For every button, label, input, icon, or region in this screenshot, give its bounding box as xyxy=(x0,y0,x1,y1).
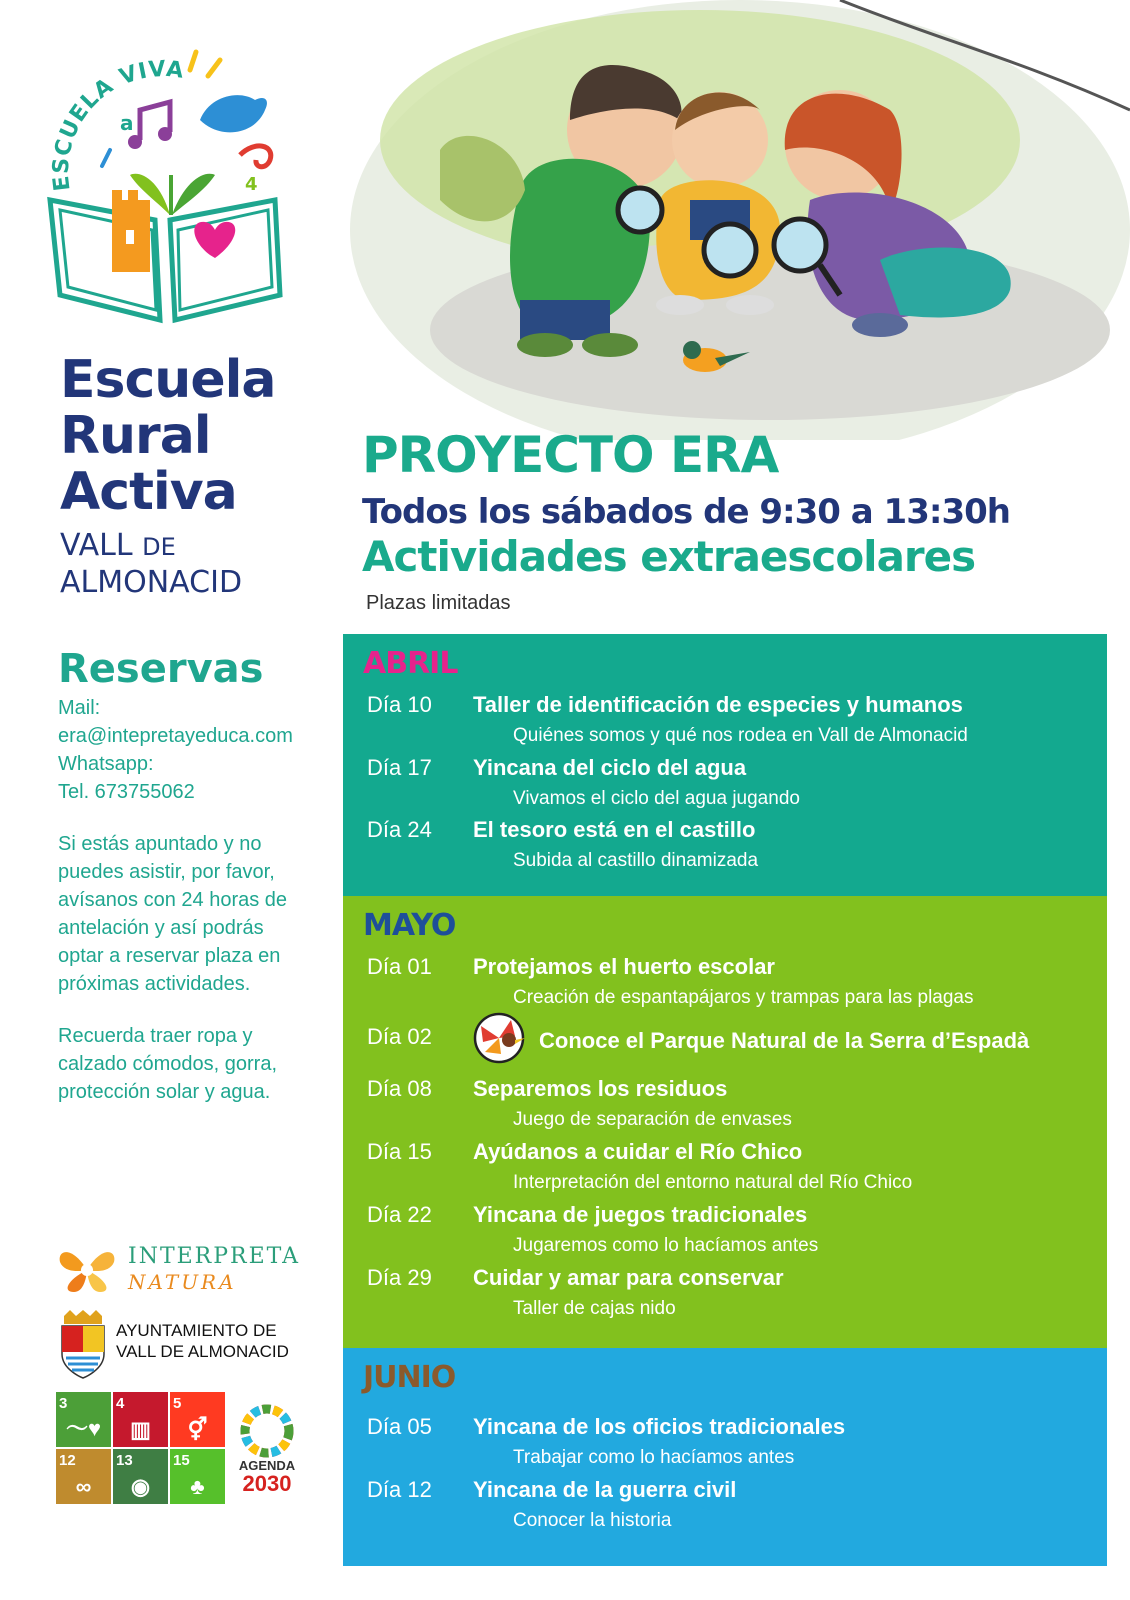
logo-arc-text: ESCUELA VIVA xyxy=(48,56,186,193)
event-description: Creación de espantapájaros y trampas para las plagas xyxy=(513,987,974,1008)
event-title: Ayúdanos a cuidar el Río Chico xyxy=(473,1139,803,1164)
reminder-line: protección solar y agua. xyxy=(58,1081,271,1103)
phone-number[interactable]: Tel. 673755062 xyxy=(58,781,195,803)
event-description: Interpretación del entorno natural del Río Chico xyxy=(513,1172,913,1193)
whatsapp-label: Whatsapp: xyxy=(58,753,154,775)
flower-icon xyxy=(52,1240,122,1296)
event-day: Día 01 xyxy=(367,954,432,979)
event-description: Vivamos el ciclo del agua jugando xyxy=(513,788,800,809)
reminder-line: calzado cómodos, gorra, xyxy=(58,1053,278,1075)
project-activities: Actividades extraescolares xyxy=(362,532,976,581)
event-description: Trabajar como lo hacíamos antes xyxy=(513,1447,795,1468)
event-title: Cuidar y amar para conservar xyxy=(473,1265,784,1290)
event-day: Día 29 xyxy=(367,1265,432,1290)
tree-icon: ♣ xyxy=(190,1474,205,1499)
agenda-year: 2030 xyxy=(242,1471,292,1496)
month-name: ABRIL xyxy=(363,646,458,681)
interpreta-natura-logo xyxy=(52,1240,302,1296)
place-almonacid: ALMONACID xyxy=(60,565,243,600)
month-block-mayo xyxy=(343,896,1107,1348)
event-title: El tesoro está en el castillo xyxy=(473,817,756,842)
event-day: Día 08 xyxy=(367,1076,432,1101)
infinity-icon: ∞ xyxy=(75,1474,92,1499)
ods-tile-5: 5 ⚥ xyxy=(170,1392,225,1447)
ods-goals-grid xyxy=(56,1392,226,1504)
ayuntamiento-logo xyxy=(56,1310,316,1380)
event-title: Separemos los residuos xyxy=(473,1076,728,1101)
project-title: PROYECTO ERA xyxy=(362,426,779,484)
natura-text: NATURA xyxy=(128,1270,237,1294)
event-title: Yincana del ciclo del agua xyxy=(473,755,747,780)
notice-line: próximas actividades. xyxy=(58,973,251,995)
project-schedule: Todos los sábados de 9:30 a 13:30h xyxy=(362,492,1010,532)
agenda-word: AGENDA xyxy=(238,1458,296,1473)
ayuntamiento-name: AYUNTAMIENTO DE VALL DE ALMONACID xyxy=(116,1321,289,1361)
notice-line: Si estás apuntado y no xyxy=(58,833,262,855)
school-title xyxy=(60,352,340,601)
limited-places: Plazas limitadas xyxy=(366,592,511,614)
notice-line: antelación y así podrás xyxy=(58,917,264,939)
logo-letter-a: a xyxy=(120,111,134,135)
reservas-heading: Reservas xyxy=(58,646,264,692)
ods-tile-3: 3 〜♥ xyxy=(56,1392,111,1447)
agenda-2030-logo xyxy=(232,1404,302,1500)
health-icon: 〜♥ xyxy=(65,1416,102,1441)
place-de: DE xyxy=(142,533,176,561)
event-day: Día 10 xyxy=(367,692,432,717)
event-description: Jugaremos como lo hacíamos antes xyxy=(513,1235,819,1256)
place-vall: VALL xyxy=(60,528,133,563)
ods-tile-13: 13 ◉ xyxy=(113,1449,168,1504)
event-title: Conoce el Parque Natural de la Serra d’Espadà xyxy=(539,1028,1030,1053)
place-line-1 xyxy=(60,528,340,565)
parque-natural-icon xyxy=(471,1012,531,1064)
event-description: Juego de separación de envases xyxy=(513,1109,792,1130)
month-name: MAYO xyxy=(363,908,456,943)
escuela-viva-logo xyxy=(40,40,310,340)
event-day: Día 05 xyxy=(367,1414,432,1439)
title-line-2: Rural xyxy=(60,406,211,466)
event-title: Taller de identificación de especies y humanos xyxy=(473,692,963,717)
month-block-junio xyxy=(343,1348,1107,1566)
event-title: Yincana de juegos tradicionales xyxy=(473,1202,808,1227)
interpreta-text: INTERPRETA xyxy=(128,1244,301,1269)
month-block-abril xyxy=(343,634,1107,896)
gender-icon: ⚥ xyxy=(187,1417,208,1442)
event-day: Día 24 xyxy=(367,817,432,842)
event-title: Yincana de la guerra civil xyxy=(473,1477,737,1502)
event-day: Día 22 xyxy=(367,1202,432,1227)
event-title: Protejamos el huerto escolar xyxy=(473,954,775,979)
mail-label: Mail: xyxy=(58,697,101,719)
ods-tile-15: 15 ♣ xyxy=(170,1449,225,1504)
event-day: Día 02 xyxy=(367,1024,432,1049)
event-description: Subida al castillo dinamizada xyxy=(513,850,759,871)
event-description: Conocer la historia xyxy=(513,1510,672,1531)
event-day: Día 15 xyxy=(367,1139,432,1164)
ods-tile-4: 4 ▥ xyxy=(113,1392,168,1447)
reminder-line: Recuerda traer ropa y xyxy=(58,1025,253,1047)
notice-line: puedes asistir, por favor, xyxy=(58,861,275,883)
event-description: Quiénes somos y qué nos rodea en Vall de Almonacid xyxy=(513,725,968,746)
sdg-wheel-icon xyxy=(240,1404,294,1458)
notice-line: optar a reservar plaza en xyxy=(58,945,281,967)
svg-text:ESCUELA VIVA xyxy=(49,57,186,193)
logo-letter-4: 4 xyxy=(245,174,258,195)
event-day: Día 17 xyxy=(367,755,432,780)
reservas-section xyxy=(58,646,338,1106)
event-description: Taller de cajas nido xyxy=(513,1298,676,1319)
ods-tile-12: 12 ∞ xyxy=(56,1449,111,1504)
event-title: Yincana de los oficios tradicionales xyxy=(473,1414,846,1439)
title-line-1: Escuela xyxy=(60,350,276,410)
book-icon: ▥ xyxy=(130,1417,151,1442)
eye-icon: ◉ xyxy=(130,1474,151,1499)
coat-of-arms-icon xyxy=(56,1310,110,1380)
children-magnifier-illustration xyxy=(320,0,1130,440)
notice-line: avísanos con 24 horas de xyxy=(58,889,288,911)
event-day: Día 12 xyxy=(367,1477,432,1502)
month-name: JUNIO xyxy=(363,1360,456,1395)
mail-address[interactable]: era@intepretayeduca.com xyxy=(58,725,293,747)
title-line-3: Activa xyxy=(60,462,237,522)
